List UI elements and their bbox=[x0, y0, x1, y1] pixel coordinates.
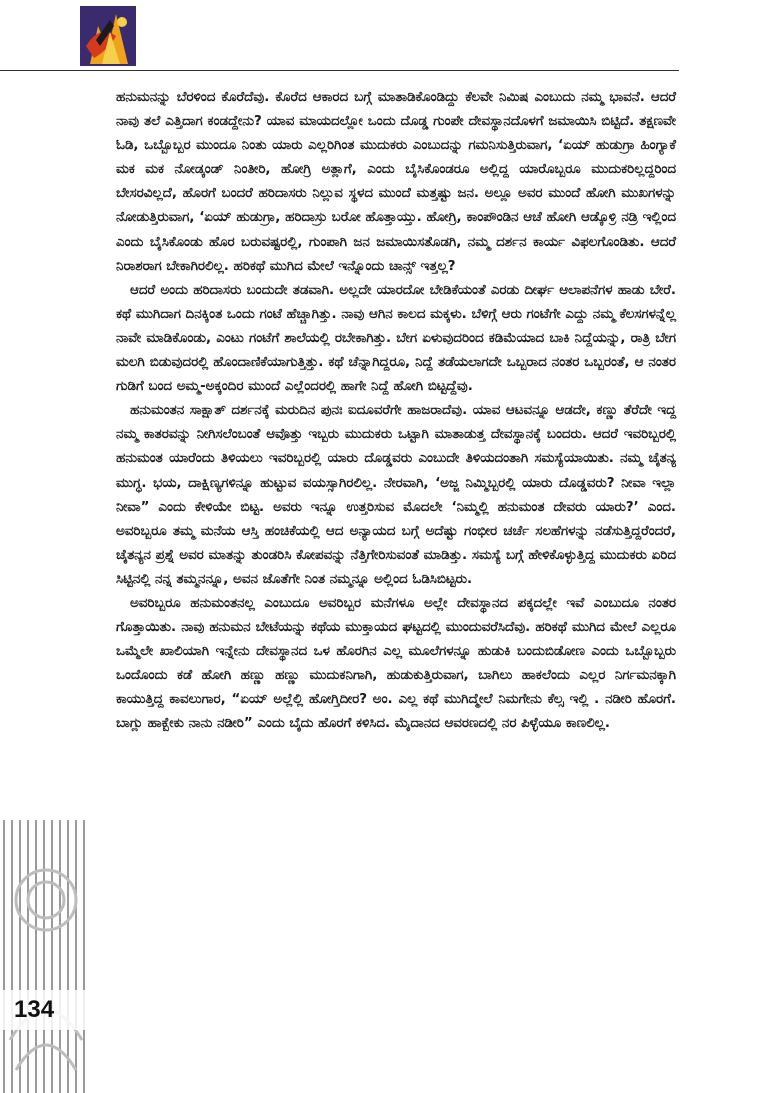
publisher-logo bbox=[80, 6, 136, 66]
page-body bbox=[116, 86, 676, 737]
paragraph: ಹನುಮನನ್ನು ಬೆರಳಿಂದ ಕೊರೆದೆವು. ಕೊರೆದ ಆಕಾರದ ಬಗ್ಗೆ ಮಾತಾಡಿಕೊಂಡಿದ್ದು ಕೆಲವೇ ನಿಮಿಷ ಎಂಬುದು ನಮ್ಮ ಭಾವನೆ. ಆದರೆ ನಾವು ತಲೆ ಎತ್ತಿದಾಗ ಕಂಡದ್ದೇನು? ಯಾವ ಮಾಯದಲ್ಲೋ ಒಂದು ದೊಡ್ಡ ಗುಂಪೇ ದೇವಸ್ಥಾನದೊಳಗೆ ಜಮಾಯಿಸಿ ಬಿಟ್ಟಿದೆ. ತಕ್ಷಣವೇ ಓಡಿ, ಒಬ್ಬೊಬ್ಬರ ಮುಂದೂ ನಿಂತು ಯಾರು ಎಲ್ಲರಿಗಿಂತ ಮುದುಕರು ಎಂಬುದನ್ನು ಗಮನಿಸುತ್ತಿರುವಾಗ, ‘ಏಯ್ ಹುಡುಗ್ರಾ ಹಿಂಗ್ಯಾಕೆ ಮಕ ಮಕ ನೋಡ್ಕಂಡ್ ನಿಂತೀರಿ, ಹೋಗ್ರಿ ಅತ್ಲಾಗೆ, ಎಂದು ಬೈಸಿಕೊಂಡರೂ ಅಲ್ಲಿದ್ದ ಯಾರೊಬ್ಬರೂ ಮುದುಕರಿಲ್ಲದ್ದರಿಂದ ಬೇಸರವಿಲ್ಲದೆ, ಹೊರಗೆ ಬಂದರೆ ಹರಿದಾಸರು ನಿಲ್ಲುವ ಸ್ಥಳದ ಮುಂದೆ ಮತ್ತಷ್ಟು ಜನ. ಅಲ್ಲೂ ಅವರ ಮುಂದೆ ಹೋಗಿ ಮುಖಗಳನ್ನು ನೋಡುತ್ತಿರುವಾಗ, ‘ಏಯ್ ಹುಡುಗ್ರಾ, ಹರಿದಾಸ್ರು ಬರೋ ಹೊತ್ತಾಯ್ತು. ಹೋಗ್ರಿ, ಕಾಂಪೌಂಡಿನ ಆಚೆ ಹೋಗಿ ಆಡ್ಕೊಳ್ರಿ ನಡ್ರಿ ಇಲ್ಲಿಂದ ಎಂದು ಬೈಸಿಕೊಂಡು ಹೊರ ಬರುವಷ್ಟರಲ್ಲಿ, ಗುಂಪಾಗಿ ಜನ ಜಮಾಯಿಸತೊಡಗಿ, ನಮ್ಮ ದರ್ಶನ ಕಾರ್ಯ ವಿಫಲಗೊಂಡಿತು. ಆದರೆ ನಿರಾಶರಾಗ ಬೇಕಾಗಿರಲಿಲ್ಲ. ಹರಿಕಥೆ ಮುಗಿದ ಮೇಲೆ ಇನ್ನೊಂದು ಚಾನ್ಸ್ ಇತ್ತಲ್ಲ? bbox=[116, 90, 676, 274]
margin-decoration bbox=[0, 820, 92, 1093]
book-emblem-icon bbox=[80, 6, 136, 66]
paragraph: ಹನುಮಂತನ ಸಾಕ್ಷಾತ್ ದರ್ಶನಕ್ಕೆ ಮರುದಿನ ಪುನಃ ಐದೂವರೆಗೇ ಹಾಜರಾದೆವು. ಯಾವ ಆಟವನ್ನೂ ಆಡದೇ, ಕಣ್ಣು ತೆರೆದೇ ಇದ್ದ ನಮ್ಮ ಕಾತರವನ್ನು ನೀಗಿಸಲೆಂಬಂತೆ ಆವೊತ್ತು ಇಬ್ಬರು ಮುದುಕರು ಒಟ್ಟಾಗಿ ಮಾತಾಡುತ್ತ ದೇವಸ್ಥಾನಕ್ಕೆ ಬಂದರು. ಆದರೆ ಇವರಿಬ್ಬರಲ್ಲಿ ಹನುಮಂತ ಯಾರೆಂದು ತಿಳಿಯಲು ಇವರಿಬ್ಬರಲ್ಲಿ ಯಾರು ದೊಡ್ಡವರು ಎಂಬುದೇ ತಿಳಿಯದಂತಾಗಿ ಸಮಸ್ಯೆಯಾಯಿತು. ನಮ್ಮ ಚೈತನ್ಯ ಮುಗ್ಧ. ಭಯ, ದಾಕ್ಷಿಣ್ಯಗಳಿನ್ನೂ ಹುಟ್ಟುವ ವಯಸ್ಸಾಗಿರಲಿಲ್ಲ. ನೇರವಾಗಿ, ‘ಅಜ್ಜ ನಿಮ್ಮಿಬ್ಬರಲ್ಲಿ ಯಾರು ದೊಡ್ಡವರು? ನೀವಾ ಇಲ್ಲಾ ನೀವಾ” ಎಂದು ಕೇಳಿಯೇ ಬಿಟ್ಟ. ಅವರು ಇನ್ನೂ ಉತ್ತರಿಸುವ ಮೊದಲೇ ‘ನಿಮ್ಮಲ್ಲಿ ಹನುಮಂತ ದೇವರು ಯಾರು?’ ಎಂದ. ಅವರಿಬ್ಬರೂ ತಮ್ಮ ಮನೆಯ ಆಸ್ತಿ ಹಂಚಿಕೆಯಲ್ಲಿ ಆದ ಅನ್ಯಾಯದ ಬಗ್ಗೆ ಅದೆಷ್ಟು ಗಂಭೀರ ಚರ್ಚೆ ಸಲಹೆಗಳನ್ನು ನಡೆಸುತ್ತಿದ್ದರೆಂದರೆ, ಚೈತನ್ಯನ ಪ್ರಶ್ನೆ ಅವರ ಮಾತನ್ನು ತುಂಡರಿಸಿ ಕೋಪವನ್ನು ನೆತ್ತಿಗೇರಿಸುವಂತೆ ಮಾಡಿತ್ತು. ಸಮಸ್ಯೆ ಬಗ್ಗೆ ಹೇಳಿಕೊಳ್ಳುತ್ತಿದ್ದ ಮುದುಕರು ಏರಿದ ಸಿಟ್ಟಿನಲ್ಲಿ ನನ್ನ ತಮ್ಮನನ್ನೂ, ಅವನ ಜೊತೆಗೇ ನಿಂತ ನಮ್ಮನ್ನೂ ಅಲ್ಲಿಂದ ಓಡಿಸಿಬಿಟ್ಟರು. bbox=[116, 403, 676, 587]
paragraph: ಅವರಿಬ್ಬರೂ ಹನುಮಂತನಲ್ಲ ಎಂಬುದೂ ಅವರಿಬ್ಬರ ಮನೆಗಳೂ ಅಲ್ಲೇ ದೇವಸ್ಥಾನದ ಪಕ್ಕದಲ್ಲೇ ಇವೆ ಎಂಬುದೂ ನಂತರ ಗೊತ್ತಾಯಿತು. ನಾವು ಹನುಮನ ಬೇಟೆಯನ್ನು ಕಥೆಯ ಮುಕ್ತಾಯದ ಘಟ್ಟದಲ್ಲಿ ಮುಂದುವರೆಸಿದೆವು. ಹರಿಕಥೆ ಮುಗಿದ ಮೇಲೆ ಎಲ್ಲರೂ ಒಮ್ಮೆಲೇ ಖಾಲಿಯಾಗಿ ಇನ್ನೇನು ದೇವಸ್ಥಾನದ ಒಳ ಹೊರಗಿನ ಎಲ್ಲ ಮೂಲೆಗಳನ್ನೂ ಹುಡುಕಿ ಬಂದುಬಿಡೋಣ ಎಂದು ಒಬ್ಬೊಬ್ಬರು ಒಂದೊಂದು ಕಡೆ ಹೋಗಿ ಹಣ್ಣು ಹಣ್ಣು ಮುದುಕನಿಗಾಗಿ, ಹುಡುಕುತ್ತಿರುವಾಗ, ಬಾಗಿಲು ಹಾಕಲೆಂದು ಎಲ್ಲರ ನಿರ್ಗಮನಕ್ಕಾಗಿ ಕಾಯುತ್ತಿದ್ದ ಕಾವಲುಗಾರ, “ಏಯ್ ಅಲ್ಲೆಲ್ಲಿ ಹೋಗ್ತಿದೀರ? ಅಂ. ಎಲ್ಲ ಕಥೆ ಮುಗಿದ್ಮೇಲೆ ನಿಮಗೇನು ಕೆಲ್ಸ ಇಲ್ಲಿ . ನಡೀರಿ ಹೊರಗೆ. ಬಾಗ್ಲು ಹಾಕ್ಬೇಕು ನಾನು ನಡೀರಿ” ಎಂದು ಬೈದು ಹೊರಗೆ ಕಳಿಸಿದ. ಮೈದಾನದ ಆವರಣದಲ್ಲಿ ನರ ಪಿಳ್ಳೆಯೂ ಕಾಣಲಿಲ್ಲ. bbox=[116, 595, 676, 732]
page-number: 134 bbox=[0, 990, 92, 1030]
ornament-icon bbox=[0, 820, 92, 1093]
paragraph: ಆದರೆ ಅಂದು ಹರಿದಾಸರು ಬಂದುದೇ ತಡವಾಗಿ. ಅಲ್ಲದೇ ಯಾರದೋ ಬೇಡಿಕೆಯಂತೆ ಎರಡು ದೀರ್ಘ ಆಲಾಪನೆಗಳ ಹಾಡು ಬೇರೆ. ಕಥೆ ಮುಗಿದಾಗ ದಿನಕ್ಕಿಂತ ಒಂದು ಗಂಟೆ ಹೆಚ್ಚಾಗಿತ್ತು. ನಾವು ಆಗಿನ ಕಾಲದ ಮಕ್ಕಳು. ಬೆಳಿಗ್ಗೆ ಆರು ಗಂಟೆಗೇ ಎದ್ದು ನಮ್ಮ ಕೆಲಸಗಳನ್ನೆಲ್ಲ ನಾವೇ ಮಾಡಿಕೊಂಡು, ಎಂಟು ಗಂಟೆಗೆ ಶಾಲೆಯಲ್ಲಿ ರಬೇಕಾಗಿತ್ತು. ಬೇಗ ಏಳುವುದರಿಂದ ಕಡಿಮೆಯಾದ ಬಾಕಿ ನಿದ್ದೆಯನ್ನು, ರಾತ್ರಿ ಬೇಗ ಮಲಗಿ ಬಿಡುವುದರಲ್ಲಿ ಹೊಂದಾಣಿಕೆಯಾಗುತ್ತಿತ್ತು. ಕಥೆ ಚೆನ್ನಾಗಿದ್ದರೂ, ನಿದ್ದೆ ತಡೆಯಲಾಗದೇ ಒಬ್ಬರಾದ ನಂತರ ಒಬ್ಬರಂತೆ, ಆ ನಂತರ ಗುಡಿಗೆ ಬಂದ ಅಮ್ಮ-ಅಕ್ಕಂದಿರ ಮುಂದೆ ಎಲ್ಲೆಂದರಲ್ಲಿ ಹಾಗೇ ನಿದ್ದೆ ಹೋಗಿ ಬಿಟ್ಟದ್ದೆವು. bbox=[116, 282, 676, 395]
header-rule bbox=[0, 70, 679, 71]
